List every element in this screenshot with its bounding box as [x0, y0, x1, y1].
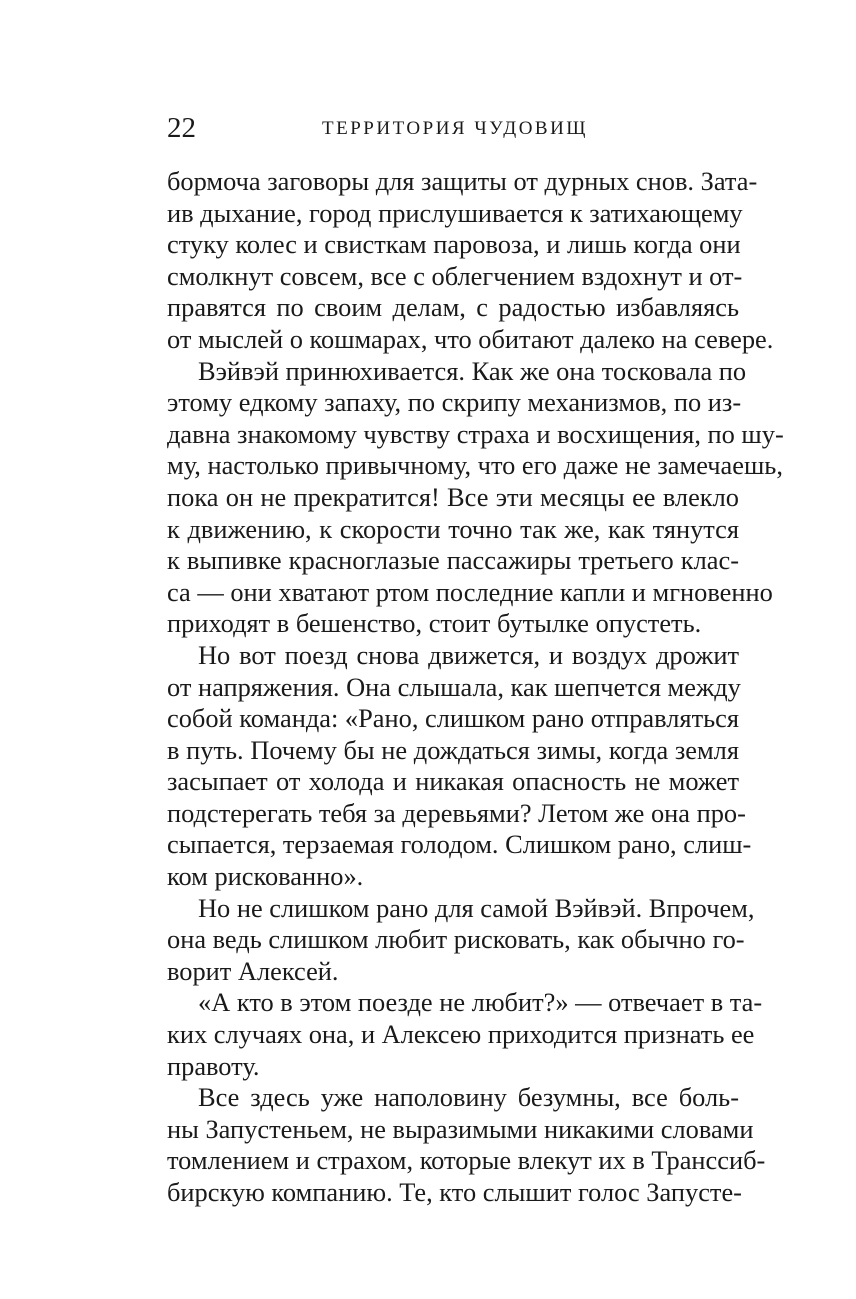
text-line: давна знакомому чувству страха и восхищения, по шу-: [167, 418, 784, 449]
text-line: са — они хватают ртом последние капли и мгновенно: [167, 576, 773, 607]
text-line: засыпает от холода и никакая опасность не может: [167, 766, 739, 797]
running-title: ТЕРРИТОРИЯ ЧУДОВИЩ: [322, 118, 588, 139]
text-line: от напряжения. Она слышала, как шепчется между: [167, 671, 741, 702]
paragraph-start-line: Но не слишком рано для самой Вэйвэй. Впрочем,: [198, 892, 755, 923]
text-line: к выпивке красноглазые пассажиры третьего клас-: [167, 545, 739, 576]
text-line: стуку колес и свисткам паровоза, и лишь когда они: [167, 229, 741, 260]
text-line: к движению, к скорости точно так же, как тянутся: [167, 513, 739, 544]
text-line: ны Запустеньем, не выразимыми никакими словами: [167, 1113, 754, 1144]
text-line: этому едкому запаху, по скрипу механизмов, по из-: [167, 387, 742, 418]
text-line: ив дыхание, город прислушивается к затихающему: [167, 197, 743, 228]
text-line: ком рискованно».: [167, 861, 364, 892]
text-line: приходят в бешенство, стоит бутылке опустеть.: [167, 608, 702, 639]
text-line: бормоча заговоры для защиты от дурных снов. Зата-: [167, 166, 758, 196]
text-line: сыпается, терзаемая голодом. Слишком рано, слиш-: [167, 829, 752, 860]
text-line: она ведь слишком любит рисковать, как обычно го-: [167, 924, 745, 955]
text-line: пока он не прекратится! Все эти месяцы ее влекло: [167, 481, 739, 512]
text-line: от мыслей о кошмарах, что обитают далеко на севере.: [167, 323, 774, 354]
text-line: смолкнут совсем, все с облегчением вздохнут и от-: [167, 260, 743, 291]
body-text: [167, 166, 784, 1209]
text-line: правоту.: [167, 1050, 260, 1081]
text-line: собой команда: «Рано, слишком рано отправляться: [167, 703, 739, 734]
paragraph-start-line: «А кто в этом поезде не любит?» — отвечает в та-: [198, 987, 763, 1018]
paragraph-start-line: Но вот поезд снова движется, и воздух дрожит: [198, 639, 739, 670]
paragraph-start-line: Вэйвэй принюхивается. Как же она тосковала по: [198, 355, 747, 386]
text-line: правятся по своим делам, с радостью избавляясь: [167, 292, 739, 323]
text-line: му, настолько привычному, что его даже не замечаешь,: [167, 450, 783, 481]
paragraph-start-line: Все здесь уже наполовину безумны, все боль-: [198, 1082, 739, 1113]
text-line: томлением и страхом, которые влекут их в Транссиб-: [167, 1145, 766, 1176]
page-header: [167, 110, 739, 150]
text-line: подстерегать тебя за деревьями? Летом же она про-: [167, 797, 746, 828]
text-line: ких случаях она, и Алексею приходится признать ее: [167, 1019, 755, 1050]
page-number: 22: [167, 112, 196, 144]
text-line: бирскую компанию. Те, кто слышит голос Запусте-: [167, 1177, 742, 1207]
text-line: ворит Алексей.: [167, 955, 339, 986]
text-line: в путь. Почему бы не дождаться зимы, когда земля: [167, 734, 739, 765]
